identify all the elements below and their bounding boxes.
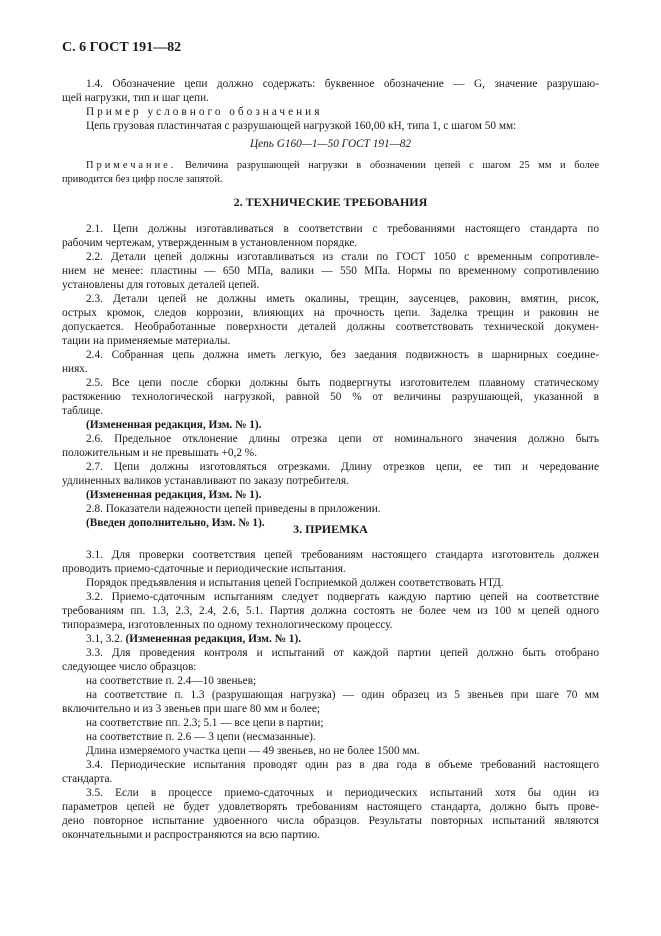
s3-text-line: Порядок предъявления и испытания цепей Госприемкой должен соответствовать НТД. [86,577,504,589]
s2-text-line: тации на применяемые материалы. [62,335,231,347]
s2-text-line: 2.1. Цепи должны изготавливаться в соответствии с требованиями настоящего стандарта по [86,223,599,235]
s2-text-line: таблице. [62,405,104,417]
s2-text-line: рабочим чертежам, утвержденным в установленном порядке. [62,237,358,249]
s3-text-line: 3.5. Если в процессе приемо-сдаточных и периодических испытаний хотя бы один из [86,787,599,799]
s2-text-line: допускается. Необработанные поверхности деталей должны соответствовать технической докумен- [62,321,599,333]
example-code: Цепь G160—1—50 ГОСТ 191—82 [249,138,412,150]
s3-text-line [62,632,599,646]
amendment-note: (Измененная редакция, Изм. № 1). [125,633,302,645]
section-3-block [62,548,599,842]
s3-text-line: стандарта. [62,773,113,785]
s2-text-line: 2.6. Предельное отклонение длины отрезка цепи от номинального значения должно быть [86,433,599,445]
s2-text-line: 2.3. Детали цепей не должны иметь окалины, трещин, заусенцев, раковин, вмятин, рисок, [86,293,599,305]
s2-text-line: нием не менее: пластины — 650 МПа, валики — 550 МПа. Нормы по временному сопротивлению [62,265,599,277]
s3-text-line: 3.4. Периодические испытания проводят один раз в два года в объеме требований настоящего [86,759,599,771]
s2-text-line: растяжению технологической нагрузкой, равной 50 % от величины разрушающей, указанной в [62,391,599,403]
s3-text-line: следующее число образцов: [62,661,197,673]
example-title: Пример условного обозначения [86,106,323,118]
s2-text-line: положительным и не превышать +0,2 %. [62,447,258,459]
page-header: С. 6 ГОСТ 191—82 [62,40,182,55]
s3-text-line: включительно и из 3 звеньев при шаге 80 мм и более; [62,703,321,715]
s2-text-line: (Измененная редакция, Изм. № 1). [86,419,262,431]
note-line: приводится без цифр после запятой. [62,174,223,185]
s3-text-line: требованиям пп. 1.3, 2.3, 2.4, 2.6, 5.1. Партия должна состоять не более чем из 100 м цепей одного [62,605,599,617]
s2-text-line: 2.4. Собранная цепь должна иметь легкую, без заедания подвижность в шарнирных соедине- [86,349,599,361]
s3-text-line: на соответствие п. 2.4—10 звеньев; [86,675,257,687]
example-text: Цепь грузовая пластинчатая с разрушающей нагрузкой 160,00 кН, типа 1, с шагом 50 мм: [86,120,517,132]
s2-text-line: удлиненных валиков устанавливают по заказу потребителя. [62,475,349,487]
s2-text-line: 2.8. Показатели надежности цепей приведены в приложении. [86,503,381,515]
note-text: Величина разрушающей нагрузки в обозначении цепей с шагом 25 мм и более [176,160,599,171]
s3-text-line: 3.2. Приемо-сдаточным испытаниям следует подвергать каждую партию цепей на соответствие [86,591,599,603]
s2-text-line: 2.7. Цепи должны изготовляться отрезками. Длину отрезков цепи, ее тип и чередование [86,461,599,473]
s3-text-line: 3.3. Для проведения контроля и испытаний от каждой партии цепей должно быть отобрано [86,647,599,659]
s3-text-line: на соответствие п. 2.6 — 3 цепи (несмазанные). [86,731,316,743]
s3-text-line: типоразмера, изготовленных по одному технологическому процессу. [62,619,393,631]
paragraph-1-4-line: 1.4. Обозначение цепи должно содержать: буквенное обозначение — G, значение разрушаю- [86,78,599,90]
s2-text-line: острых кромок, следов коррозии, влияющих на прочность цепи. Заделка трещин и раковин не [62,307,599,319]
s2-text-line: (Введен дополнительно, Изм. № 1). [86,517,265,529]
section-2-block [62,222,599,530]
paragraph-ref: 3.1, 3.2. [86,633,126,645]
s3-text-line: параметров цепей не будет удовлетворять требованиям настоящего стандарта, должно быть прове- [62,801,599,813]
paragraph-1-4-line: щей нагрузки, тип и шаг цепи. [62,92,209,104]
section-3-title: 3. ПРИЕМКА [293,522,368,536]
s2-text-line: 2.5. Все цепи после сборки должны быть подвергнуты изготовителем плавному статическому [86,377,599,389]
s3-text-line: окончательными и распространяются на всю партию. [62,829,320,841]
s3-text-line: проводить приемо-сдаточные и периодические испытания. [62,563,346,575]
s3-text-line: на соответствие п. 1.3 (разрушающая нагрузка) — один образец из 5 звеньев при шаге 70 мм [86,689,599,701]
s3-text-line: Длина измеряемого участка цепи — 49 звеньев, но не более 1500 мм. [86,745,420,757]
section-2-title: 2. ТЕХНИЧЕСКИЕ ТРЕБОВАНИЯ [233,195,428,209]
s3-text-line: на соответствие пп. 2.3; 5.1 — все цепи в партии; [86,717,324,729]
s3-text-line: дено повторное испытание удвоенного числа образцов. Результаты повторных испытаний являются [62,815,599,827]
s2-text-line: ниях. [62,363,88,375]
s2-text-line: 2.2. Детали цепей должны изготавливаться из стали по ГОСТ 1050 с временным сопротивле- [86,251,599,263]
note-line [62,159,599,173]
section-1-block [62,77,599,187]
s2-text-line: установлены для готовых деталей цепей. [62,279,260,291]
note-label: Примечание. [86,160,177,171]
s2-text-line: (Измененная редакция, Изм. № 1). [86,489,262,501]
s3-text-line: 3.1. Для проверки соответствия цепей требованиям настоящего стандарта изготовитель должен [86,549,599,561]
